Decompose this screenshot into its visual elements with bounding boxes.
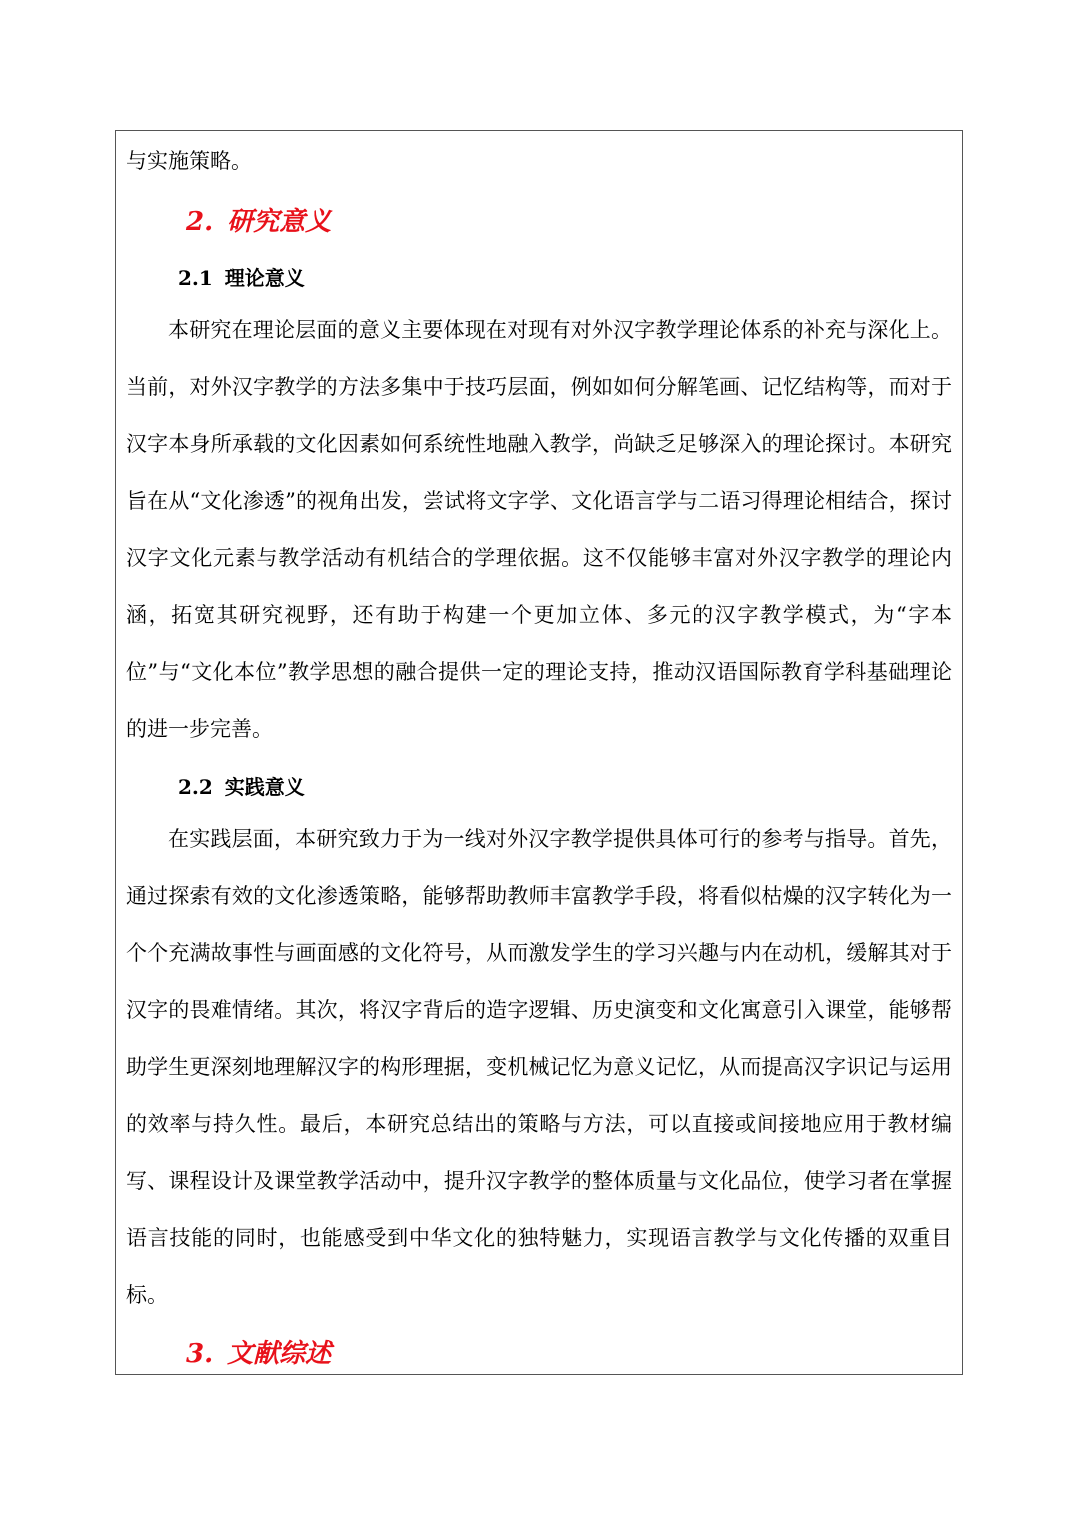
subsection-2-2-paragraph: 在实践层面，本研究致力于为一线对外汉字教学提供具体可行的参考与指导。首先，通过探索有效的文化渗透策略，能够帮助教师丰富教学手段，将看似枯燥的汉字转化为一个个充满故事性与画面感的文化符号，从而激发学生的学习兴趣与内在动机，缓解其对于汉字的畏难情绪。其次，将汉字背后的造字逻辑、历史演变和文化寓意引入课堂，能够帮助学生更深刻地理解汉字的构形理据，变机械记忆为意义记忆，从而提高汉字识记与运用的效率与持久性。最后，本研究总结出的策略与方法，可以直接或间接地应用于教材编写、课程设计及课堂教学活动中，提升汉字教学的整体质量与文化品位，使学习者在掌握语言技能的同时，也能感受到中华文化的独特魅力，实现语言教学与文化传播的双重目标。: [126, 827, 952, 1307]
content-frame: [115, 130, 963, 1375]
section-2-number: 2.: [186, 207, 214, 237]
section-2-heading: [186, 201, 331, 238]
subsection-2-1-number: 2.1: [178, 266, 213, 290]
section-3-heading: [186, 1333, 331, 1370]
subsection-2-1-paragraph: 本研究在理论层面的意义主要体现在对现有对外汉字教学理论体系的补充与深化上。当前，对外汉字教学的方法多集中于技巧层面，例如如何分解笔画、记忆结构等，而对于汉字本身所承载的文化因素如何系统性地融入教学，尚缺乏足够深入的理论探讨。本研究旨在从“文化渗透”的视角出发，尝试将文字学、文化语言学与二语习得理论相结合，探讨汉字文化元素与教学活动有机结合的学理依据。这不仅能够丰富对外汉字教学的理论内涵，拓宽其研究视野，还有助于构建一个更加立体、多元的汉字教学模式，为“字本位”与“文化本位”教学思想的融合提供一定的理论支持，推动汉语国际教育学科基础理论的进一步完善。: [126, 318, 952, 741]
subsection-2-1-heading: [178, 262, 305, 291]
subsection-2-2-title: 实践意义: [224, 775, 305, 799]
section-3-title: 文献综述: [227, 1339, 332, 1369]
continuation-text: 与实施策略。: [126, 149, 252, 173]
subsection-2-2-heading: [178, 771, 305, 800]
subsection-2-2-number: 2.2: [178, 775, 213, 799]
section-3-number: 3.: [186, 1339, 214, 1369]
section-2-title: 研究意义: [227, 207, 332, 237]
subsection-2-1-title: 理论意义: [224, 266, 305, 290]
